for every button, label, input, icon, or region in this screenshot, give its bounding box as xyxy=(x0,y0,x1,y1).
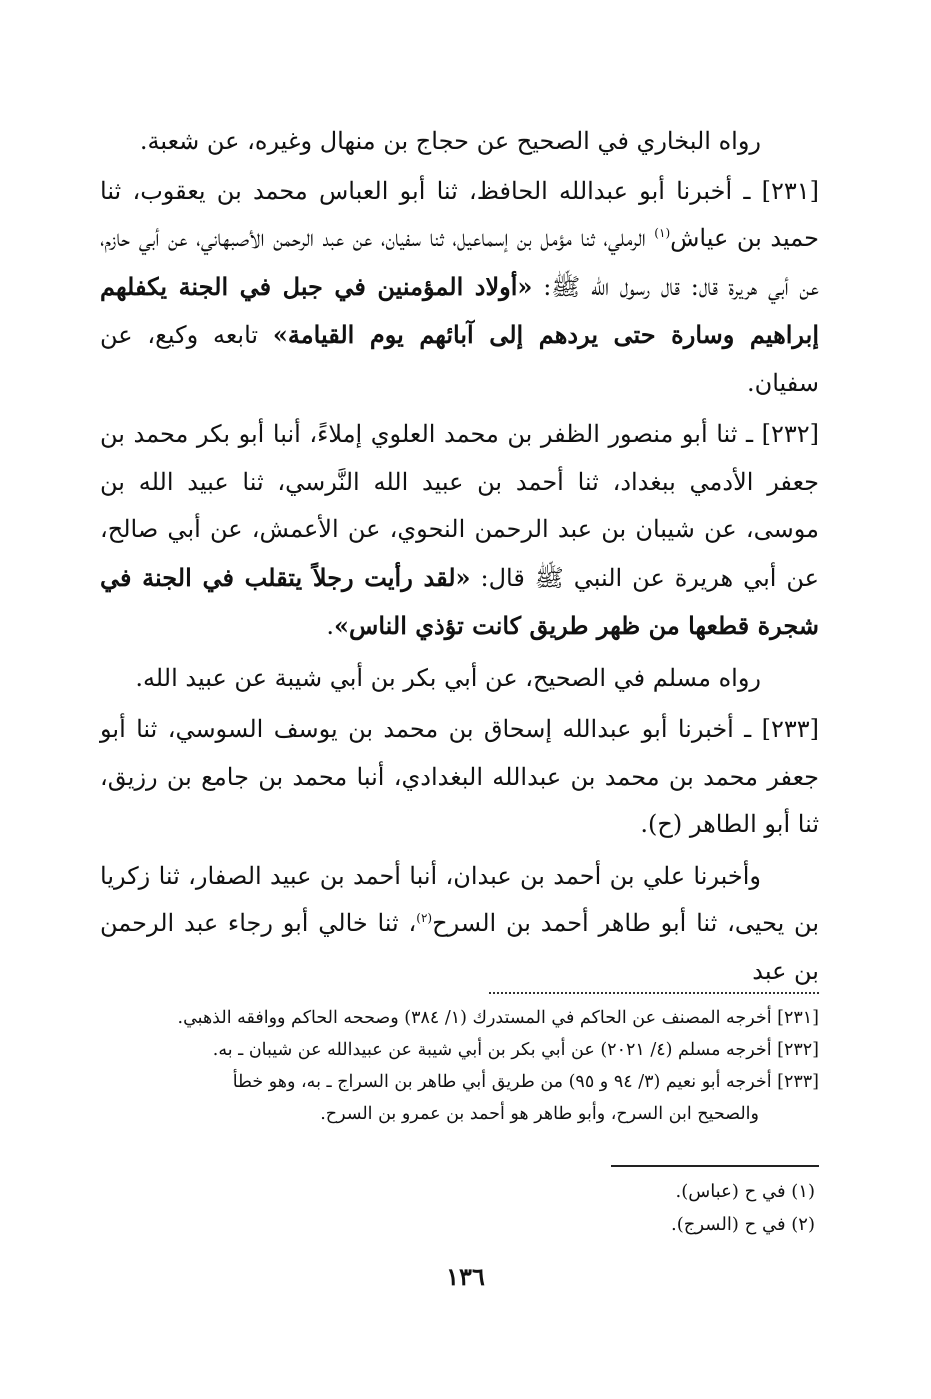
footnote-separator xyxy=(611,1165,819,1167)
matn: «لقد رأيت رجلاً يتقلب في الجنة في شجرة قطعها من ظهر طريق كانت تؤذي الناس» xyxy=(100,562,819,640)
isnad: ـ أخبرنا أبو عبدالله إسحاق بن محمد بن يوسف السوسي، ثنا أبو جعفر محمد بن محمد بن عبدالله البغدادي، أنبا محمد بن جامع بن رزيق، ثنا أبو الطاهر (ح). xyxy=(100,715,819,838)
footnote-1: (١) في ح (عباس). xyxy=(675,1181,815,1202)
takhrij-232: [٢٣٢] أخرجه مسلم (٤/ ٢٠٢١) عن أبي بكر بن أبي شيبة عن عبيدالله عن شيبان ـ به. xyxy=(212,1040,819,1060)
footnote-2: (٢) في ح (السرج). xyxy=(671,1214,815,1235)
isnad: ـ أخبرنا أبو عبدالله الحافظ، ثنا أبو العباس محمد بن يعقوب، ثنا حميد بن عياش xyxy=(100,176,819,252)
footnotes xyxy=(671,1175,815,1241)
mutaba: تابعه وكيع، عن سفيان. xyxy=(100,321,819,397)
matn: «أولاد المؤمنين في جبل في الجنة يكفلهم إبراهيم وسارة حتى يردهم إلى آبائهم يوم القيامة» xyxy=(100,271,819,349)
page-number: ١٣٦ xyxy=(446,1262,485,1291)
isnad-cont: الرملي، ثنا مؤمل بن إسماعيل، ثنا سفيان، عن عبد الرحمن الأصبهاني، عن أبي حازم، عن أبي هريرة قال: قال رسول الله ﷺ: xyxy=(100,224,819,301)
isnad: ـ ثنا أبو منصور الظفر بن محمد العلوي إملاءً، أنبا أبو بكر محمد بن جعفر الأدمي ببغداد، ثنا أحمد بن عبيد الله النَّرسي، ثنا عبيد الله بن موسى، عن شيبان بن عبد الرحمن النحوي، عن الأعمش، عن أبي صالح، عن أبي هريرة عن النبي ﷺ قال: xyxy=(100,420,819,592)
hadith-232 xyxy=(100,411,819,651)
hadith-number: [٢٣٣] xyxy=(761,715,819,743)
takhrij-section xyxy=(100,1002,819,1130)
hadith-number: [٢٣١] xyxy=(761,176,819,205)
paragraph-muslim: رواه مسلم في الصحيح، عن أبي بكر بن أبي شيبة عن عبيد الله. xyxy=(135,663,761,692)
footnote-ref[interactable]: (١) xyxy=(654,226,671,240)
main-text xyxy=(100,118,819,995)
takhrij-233: [٢٣٣] أخرجه أبو نعيم (٣/ ٩٤ و ٩٥) من طريق أبي طاهر بن السراج ـ به، وهو خطأ xyxy=(232,1072,819,1092)
footnote-ref[interactable]: (٢) xyxy=(416,911,433,925)
dotted-separator xyxy=(489,992,819,994)
takhrij-233-cont: والصحيح ابن السرح، وأبو طاهر هو أحمد بن عمرو بن السرح. xyxy=(320,1104,759,1124)
hadith-231 xyxy=(100,168,819,408)
takhrij-231: [٢٣١] أخرجه المصنف عن الحاكم في المستدرك (١/ ٣٨٤) وصححه الحاكم ووافقه الذهبي. xyxy=(177,1008,819,1028)
paragraph-second-chain: وأخبرنا علي بن أحمد بن عبدان، أنبا أحمد بن عبيد الصفار، ثنا زكريا بن يحيى، ثنا أبو طاهر أحمد بن السرح$^{(٢)}$، ثنا خالي أبو رجاء عبد الرحمن بن عبد xyxy=(100,861,820,985)
end-mark: . xyxy=(326,612,335,640)
hadith-number: [٢٣٢] xyxy=(761,420,819,448)
paragraph-bukhari: رواه البخاري في الصحيح عن حجاج بن منهال وغيره، عن شعبة. xyxy=(139,127,761,155)
hadith-233 xyxy=(100,706,819,849)
